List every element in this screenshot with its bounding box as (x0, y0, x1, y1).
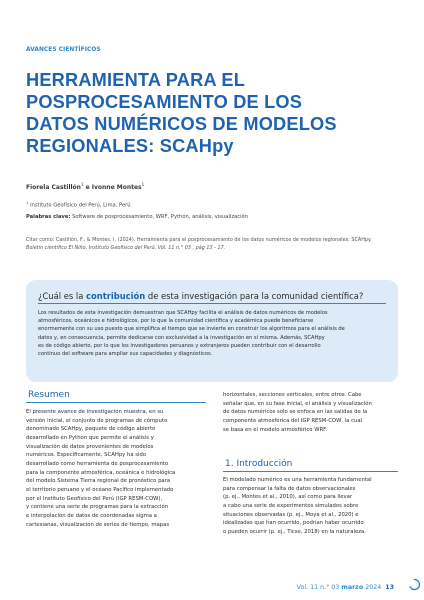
footer-month: marzo (341, 584, 364, 591)
contribution-question (38, 291, 363, 301)
resumen-body (26, 408, 210, 529)
affiliation-marker: 1 (26, 200, 29, 205)
page-ring-icon (408, 578, 421, 591)
contribution-line: atmosféricos, oceánicos e hidrológicos, por lo que la comunidad científica y académica puede beneficiarse (38, 318, 314, 325)
introduction-line: o pueden ocurrir (p. ej., Ticse, 2018) en la naturaleza. (223, 528, 366, 535)
resumen-line: horizontales, secciones verticales, entre otros. Cabe (223, 392, 362, 398)
keywords-text: Software de posprocesamiento, WRF, Python, análisis, visualización (70, 214, 248, 220)
contribution-line: continuo del software para ampliar sus capacidades y diagnósticos. (38, 351, 213, 358)
footer-issue (297, 584, 394, 591)
affiliation-text: Instituto Geofísico del Perú, Lima, Perú (28, 202, 131, 209)
article-title (26, 69, 406, 157)
contribution-line: datos y, en consecuencia, permite dedicarse con exclusividad a la investigación en sí misma. Además, SCAHpy (38, 334, 325, 341)
affiliation-marker: 1 (80, 182, 84, 187)
author-line (26, 182, 144, 191)
introduction-line: a cabo una serie de experimentos simulados sobre (223, 502, 359, 509)
question-highlight: contribución (86, 291, 146, 301)
resumen-heading: Resumen (28, 390, 70, 400)
resumen-line: se basa en el modelo atmosférico WRF. (223, 426, 328, 433)
title-line: REGIONALES: SCAHpy (26, 136, 234, 156)
contribution-body (38, 309, 388, 358)
introduction-line: situaciones observadas (p. ej., Moya et al., 2020) e (223, 511, 359, 518)
keywords-label: Palabras clave: (26, 214, 71, 220)
affiliation (26, 200, 131, 209)
citation (26, 237, 398, 252)
resumen-line: visualización de datos provenientes de modelos (26, 443, 154, 450)
resumen-line: desarrollado como herramienta de posprocesamiento (26, 460, 169, 467)
section-tag: AVANCES CIENTÍFICOS (26, 47, 101, 53)
resumen-divider (26, 402, 206, 403)
introduction-line: El modelado numérico es una herramienta fundamental (223, 477, 372, 483)
resumen-line: e interpolación de datos de coordenadas sigma a (26, 512, 157, 519)
resumen-line: componente atmosférica del IGP RESM-COW, la cual (223, 417, 363, 424)
resumen-line: numéricos. Específicamente, SCAHpy ha sido (26, 452, 147, 459)
introduction-divider (223, 471, 398, 472)
resumen-line: para la componente atmosférica, oceánica e hidrológica (26, 469, 176, 476)
resumen-line: cartesianas, visualización de series de tiempo, mapas (26, 521, 170, 528)
question-text: de esta investigación para la comunidad científica? (145, 291, 364, 301)
contribution-line: es de código abierto, por lo que los investigadores peruanos y extranjeros pueden contribuir con el desarrollo (38, 342, 321, 349)
resumen-line: por el Instituto Geofísico del Perú (IGP RESM-COW), (26, 495, 163, 502)
footer-volume: Vol. 11 n.° 03 (296, 584, 342, 591)
title-line: HERRAMIENTA PARA EL (26, 70, 246, 90)
citation-line: Boletín científico El Niño, Instituto Geofísico del Perú, Vol. 11 n.° 03 , pág 13 - 17. (26, 244, 226, 251)
resumen-line: denominado SCAHpy, paquete de código abierto (26, 426, 156, 433)
question-text: ¿Cuál es la (38, 291, 87, 301)
resumen-line: el territorio peruano y el océano Pacífico implementado (26, 486, 174, 493)
resumen-line: y contiene una serie de programas para la extracción (26, 504, 169, 511)
title-line: POSPROCESAMIENTO DE LOS (26, 92, 303, 112)
affiliation-marker: 1 (141, 182, 145, 187)
contribution-line: enormemente con su uso puesto que simplifica el tiempo que se invierte en construir los algoritmos para el análisis de (38, 326, 345, 333)
author-name: Fiorela Castillón (26, 184, 81, 191)
page-number: 13 (385, 584, 394, 591)
resumen-line: El presente avance de investigación muestra, en su (26, 409, 164, 415)
title-line: DATOS NUMÉRICOS DE MODELOS (26, 114, 337, 134)
author-name: Ivonne Montes (91, 184, 142, 191)
resumen-line: versión inicial, el conjunto de programas de cómputo (26, 417, 168, 424)
resumen-line: desarrollado en Python que permite el análisis y (26, 434, 154, 441)
author-conjunction: e (83, 184, 92, 191)
resumen-line: señalar que, en su fase inicial, el análisis y visualización (223, 400, 372, 407)
introduction-heading: 1. Introducción (225, 459, 293, 469)
contribution-divider (38, 303, 386, 304)
resumen-line: de datos numéricos solo se enfoca en las salidas de la (223, 409, 368, 416)
footer-year: 2024 (363, 584, 382, 591)
resumen-continued (223, 391, 401, 434)
introduction-line: idealizadas que han ocurrido, podrían haber ocurrido (223, 520, 364, 527)
keywords (26, 214, 248, 220)
resumen-line: del modelo Sistema Tierra regional de pronóstico para (26, 478, 171, 485)
contribution-line: Los resultados de esta investigación demuestran que SCAHpy facilita el análisis de datos numéricos de modelos (38, 310, 328, 316)
citation-line: Citar como: Castillón, F., & Montes, I. (2024). Herramienta para el posprocesamiento de los datos numéricos de modelos regionales: SCAHpy. (26, 237, 372, 243)
introduction-line: (p. ej., Montes et al., 2010), así como para llevar (223, 494, 353, 501)
introduction-line: para compensar la falta de datos observacionales (223, 485, 356, 492)
introduction-body (223, 476, 401, 537)
